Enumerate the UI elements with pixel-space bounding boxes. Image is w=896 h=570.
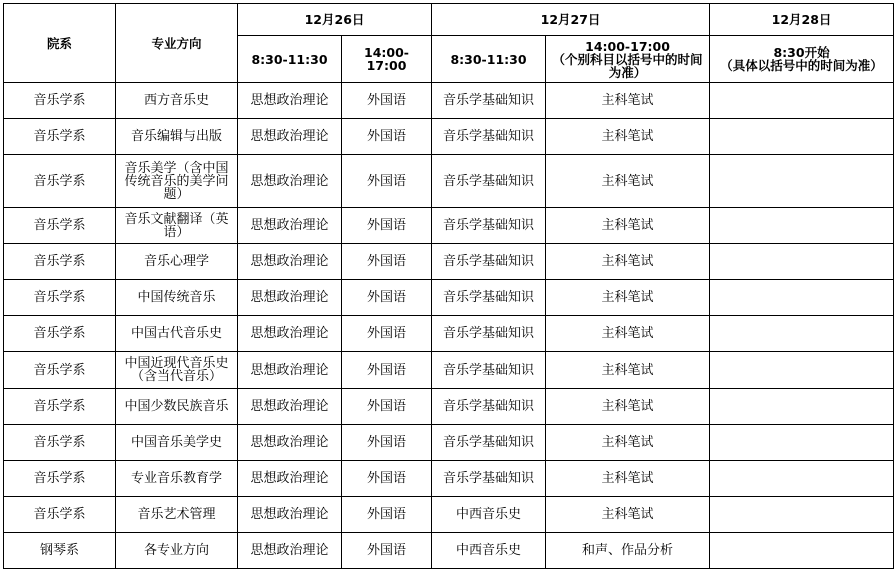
cell-department: 音乐学系 — [4, 280, 116, 316]
header-slot-dec26-pm: 14:00-17:00 — [342, 36, 432, 83]
exam-schedule-table — [3, 3, 894, 569]
cell-dec27-pm: 主科笔试 — [546, 425, 710, 461]
cell-dec26-am: 思想政治理论 — [238, 425, 342, 461]
cell-major: 中国近现代音乐史（含当代音乐） — [116, 352, 238, 389]
cell-dec26-am: 思想政治理论 — [238, 244, 342, 280]
cell-department: 音乐学系 — [4, 155, 116, 208]
cell-dec26-pm: 外国语 — [342, 316, 432, 352]
cell-major: 中国少数民族音乐 — [116, 389, 238, 425]
header-slot-dec26-am: 8:30-11:30 — [238, 36, 342, 83]
cell-dec26-am: 思想政治理论 — [238, 83, 342, 119]
cell-dec26-pm: 外国语 — [342, 352, 432, 389]
cell-dec27-pm: 主科笔试 — [546, 497, 710, 533]
cell-dec28-am — [710, 280, 894, 316]
cell-dec28-am — [710, 497, 894, 533]
cell-major: 音乐编辑与出版 — [116, 119, 238, 155]
header-slot-dec28-am: 8:30开始 （具体以括号中的时间为准） — [710, 36, 894, 83]
cell-dec27-am: 音乐学基础知识 — [432, 155, 546, 208]
cell-dec26-pm: 外国语 — [342, 155, 432, 208]
cell-dec27-pm: 主科笔试 — [546, 83, 710, 119]
cell-dec26-pm: 外国语 — [342, 533, 432, 569]
cell-dec28-am — [710, 208, 894, 244]
cell-dec27-am: 音乐学基础知识 — [432, 244, 546, 280]
table-row — [4, 83, 894, 119]
cell-dec26-pm: 外国语 — [342, 244, 432, 280]
header-slot-dec27-am: 8:30-11:30 — [432, 36, 546, 83]
cell-dec27-am: 音乐学基础知识 — [432, 316, 546, 352]
cell-dec27-am: 音乐学基础知识 — [432, 389, 546, 425]
table-row — [4, 533, 894, 569]
cell-dec27-am: 中西音乐史 — [432, 533, 546, 569]
cell-dec26-pm: 外国语 — [342, 461, 432, 497]
cell-major: 音乐美学（含中国传统音乐的美学问题） — [116, 155, 238, 208]
cell-dec26-am: 思想政治理论 — [238, 155, 342, 208]
cell-dec26-am: 思想政治理论 — [238, 533, 342, 569]
cell-dec27-pm: 主科笔试 — [546, 155, 710, 208]
cell-dec26-am: 思想政治理论 — [238, 497, 342, 533]
cell-dec27-pm: 主科笔试 — [546, 119, 710, 155]
cell-dec27-pm: 主科笔试 — [546, 461, 710, 497]
cell-department: 音乐学系 — [4, 208, 116, 244]
cell-dec27-pm: 主科笔试 — [546, 280, 710, 316]
cell-dec27-am: 音乐学基础知识 — [432, 119, 546, 155]
header-major: 专业方向 — [116, 4, 238, 83]
header-row-dates — [4, 4, 894, 36]
header-date-dec27: 12月27日 — [432, 4, 710, 36]
cell-dec28-am — [710, 83, 894, 119]
cell-dec26-pm: 外国语 — [342, 119, 432, 155]
cell-dec27-am: 音乐学基础知识 — [432, 280, 546, 316]
header-slot-dec27-pm: 14:00-17:00 （个别科目以括号中的时间为准） — [546, 36, 710, 83]
cell-department: 音乐学系 — [4, 461, 116, 497]
table-row — [4, 389, 894, 425]
cell-department: 音乐学系 — [4, 244, 116, 280]
cell-department: 音乐学系 — [4, 316, 116, 352]
cell-dec27-am: 音乐学基础知识 — [432, 83, 546, 119]
cell-dec27-am: 音乐学基础知识 — [432, 425, 546, 461]
cell-dec27-pm: 主科笔试 — [546, 244, 710, 280]
cell-department: 音乐学系 — [4, 83, 116, 119]
cell-dec26-am: 思想政治理论 — [238, 208, 342, 244]
cell-dec26-am: 思想政治理论 — [238, 389, 342, 425]
cell-dec26-pm: 外国语 — [342, 497, 432, 533]
cell-dec27-pm: 主科笔试 — [546, 316, 710, 352]
cell-dec27-pm: 主科笔试 — [546, 389, 710, 425]
cell-dec26-pm: 外国语 — [342, 208, 432, 244]
table-row — [4, 119, 894, 155]
table-row — [4, 425, 894, 461]
cell-dec28-am — [710, 352, 894, 389]
table-row — [4, 155, 894, 208]
table-row — [4, 244, 894, 280]
cell-dec28-am — [710, 316, 894, 352]
cell-department: 音乐学系 — [4, 352, 116, 389]
cell-major: 音乐艺术管理 — [116, 497, 238, 533]
cell-dec27-pm: 主科笔试 — [546, 352, 710, 389]
table-row — [4, 280, 894, 316]
cell-major: 专业音乐教育学 — [116, 461, 238, 497]
cell-major: 中国古代音乐史 — [116, 316, 238, 352]
cell-dec27-am: 音乐学基础知识 — [432, 208, 546, 244]
cell-department: 音乐学系 — [4, 425, 116, 461]
cell-major: 音乐文献翻译（英语） — [116, 208, 238, 244]
cell-major: 中国传统音乐 — [116, 280, 238, 316]
cell-major: 中国音乐美学史 — [116, 425, 238, 461]
cell-dec28-am — [710, 119, 894, 155]
table-row — [4, 461, 894, 497]
cell-dec28-am — [710, 389, 894, 425]
cell-major: 各专业方向 — [116, 533, 238, 569]
cell-dec26-pm: 外国语 — [342, 425, 432, 461]
cell-dec26-am: 思想政治理论 — [238, 461, 342, 497]
cell-dec28-am — [710, 155, 894, 208]
cell-dec26-am: 思想政治理论 — [238, 119, 342, 155]
cell-dec26-am: 思想政治理论 — [238, 352, 342, 389]
table-row — [4, 316, 894, 352]
cell-dec26-pm: 外国语 — [342, 280, 432, 316]
cell-department: 音乐学系 — [4, 389, 116, 425]
cell-dec28-am — [710, 533, 894, 569]
cell-department: 音乐学系 — [4, 497, 116, 533]
cell-dec27-pm: 和声、作品分析 — [546, 533, 710, 569]
cell-dec28-am — [710, 425, 894, 461]
cell-major: 西方音乐史 — [116, 83, 238, 119]
cell-dec26-pm: 外国语 — [342, 389, 432, 425]
header-date-dec28: 12月28日 — [710, 4, 894, 36]
table-row — [4, 208, 894, 244]
header-department: 院系 — [4, 4, 116, 83]
cell-dec27-am: 音乐学基础知识 — [432, 352, 546, 389]
cell-dec26-am: 思想政治理论 — [238, 316, 342, 352]
cell-dec26-am: 思想政治理论 — [238, 280, 342, 316]
header-date-dec26: 12月26日 — [238, 4, 432, 36]
cell-dec27-am: 中西音乐史 — [432, 497, 546, 533]
cell-major: 音乐心理学 — [116, 244, 238, 280]
cell-dec28-am — [710, 461, 894, 497]
schedule-rows — [4, 83, 894, 569]
cell-dec26-pm: 外国语 — [342, 83, 432, 119]
cell-dec28-am — [710, 244, 894, 280]
cell-department: 音乐学系 — [4, 119, 116, 155]
table-row — [4, 497, 894, 533]
cell-dec27-pm: 主科笔试 — [546, 208, 710, 244]
cell-department: 钢琴系 — [4, 533, 116, 569]
cell-dec27-am: 音乐学基础知识 — [432, 461, 546, 497]
table-row — [4, 352, 894, 389]
